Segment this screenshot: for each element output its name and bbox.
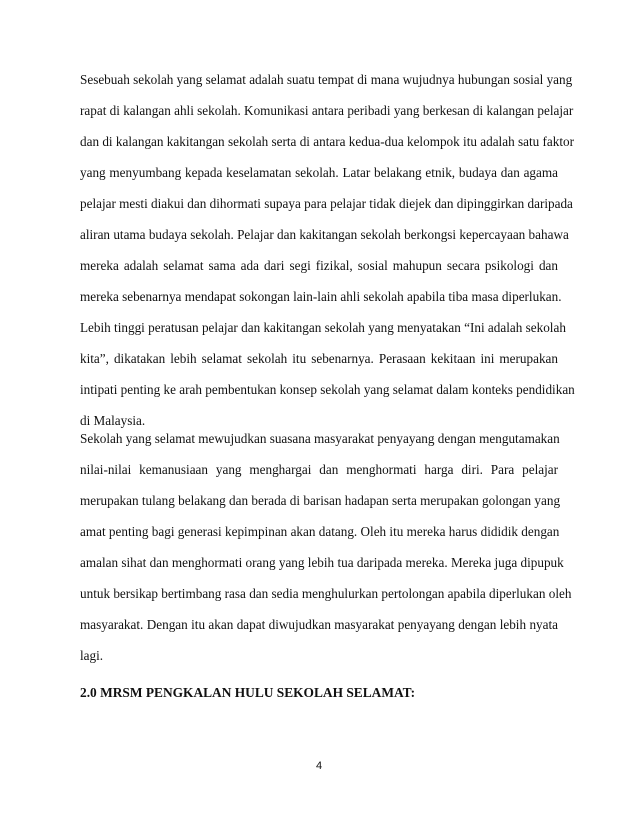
paragraph-1 — [80, 72, 575, 445]
paragraph-line: masyarakat. Dengan itu akan dapat diwujudkan masyarakat penyayang dengan lebih nyata — [80, 617, 558, 632]
paragraph-line: kita”, dikatakan lebih selamat sekolah itu sebenarnya. Perasaan kekitaan ini merupakan — [80, 351, 558, 366]
section-heading: 2.0 MRSM PENGKALAN HULU SEKOLAH SELAMAT: — [80, 685, 416, 700]
paragraph-line: aliran utama budaya sekolah. Pelajar dan kakitangan sekolah berkongsi kepercayaan bahawa — [80, 227, 569, 242]
paragraph-line: mereka adalah selamat sama ada dari segi fizikal, sosial mahupun secara psikologi dan — [80, 258, 558, 273]
paragraph-line: yang menyumbang kepada keselamatan sekolah. Latar belakang etnik, budaya dan agama — [80, 165, 558, 180]
paragraph-line: lagi. — [80, 648, 104, 663]
paragraph-line: Sekolah yang selamat mewujudkan suasana masyarakat penyayang dengan mengutamakan — [80, 431, 560, 446]
paragraph-line: dan di kalangan kakitangan sekolah serta di antara kedua-dua kelompok itu adalah satu faktor — [80, 134, 574, 149]
paragraph-line: pelajar mesti diakui dan dihormati supaya para pelajar tidak diejek dan dipinggirkan daripada — [80, 196, 573, 211]
paragraph-line: intipati penting ke arah pembentukan konsep sekolah yang selamat dalam konteks pendidikan — [80, 382, 575, 397]
paragraph-2 — [80, 431, 572, 680]
paragraph-line: untuk bersikap bertimbang rasa dan sedia menghulurkan pertolongan apabila diperlukan oleh — [80, 586, 572, 601]
paragraph-line: amat penting bagi generasi kepimpinan akan datang. Oleh itu mereka harus dididik dengan — [80, 524, 560, 539]
paragraph-line: di Malaysia. — [80, 413, 146, 428]
page-number: 4 — [315, 760, 323, 772]
paragraph-line: Sesebuah sekolah yang selamat adalah suatu tempat di mana wujudnya hubungan sosial yang — [80, 72, 573, 87]
paragraph-line: rapat di kalangan ahli sekolah. Komunikasi antara peribadi yang berkesan di kalangan pelajar — [80, 103, 574, 118]
paragraph-line: amalan sihat dan menghormati orang yang lebih tua daripada mereka. Mereka juga dipupuk — [80, 555, 564, 570]
paragraph-line: mereka sebenarnya mendapat sokongan lain-lain ahli sekolah apabila tiba masa diperlukan. — [80, 289, 562, 304]
paragraph-line: Lebih tinggi peratusan pelajar dan kakitangan sekolah yang menyatakan “Ini adalah sekolah — [80, 320, 566, 335]
paragraph-line: nilai-nilai kemanusiaan yang menghargai dan menghormati harga diri. Para pelajar — [80, 462, 558, 477]
paragraph-line: merupakan tulang belakang dan berada di barisan hadapan serta merupakan golongan yang — [80, 493, 561, 508]
